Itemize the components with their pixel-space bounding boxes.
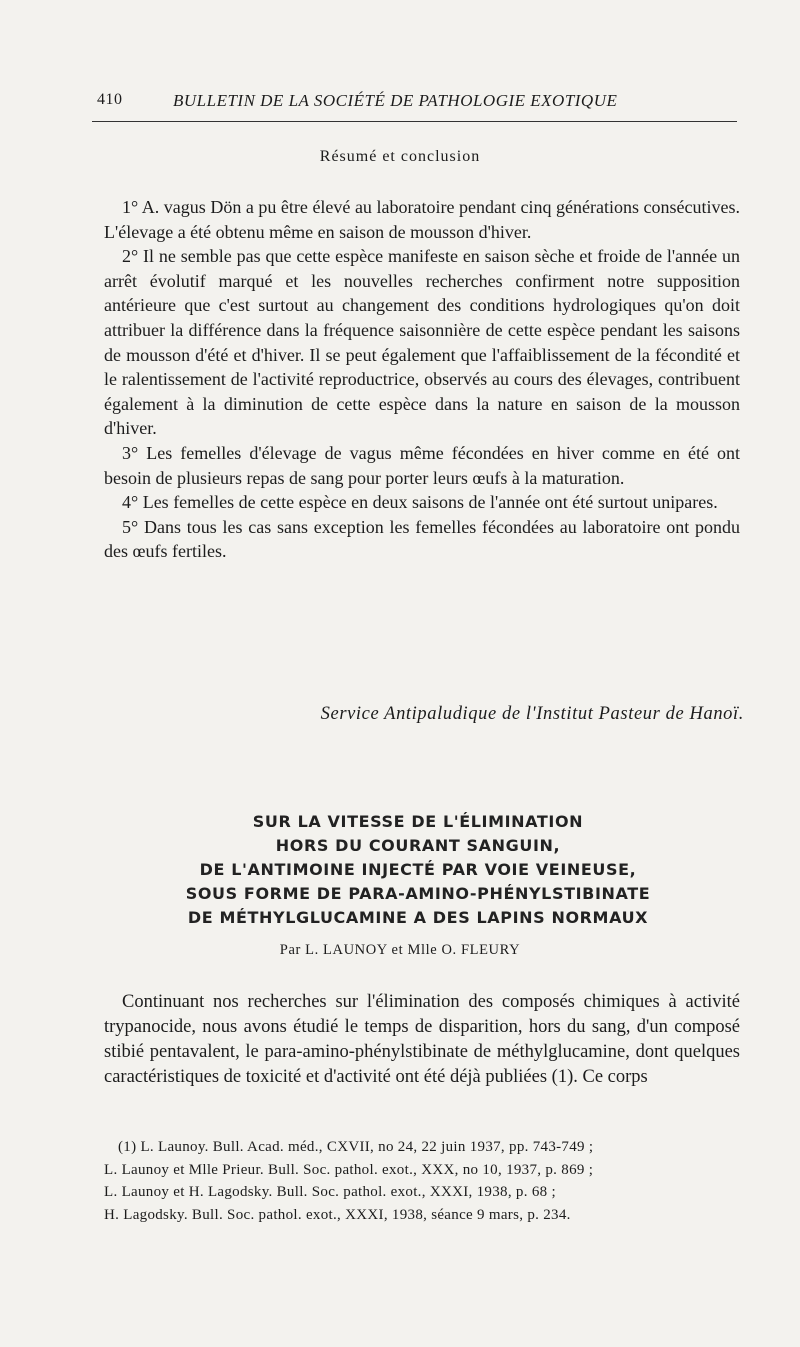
article-title-line-1: SUR LA VITESSE DE L'ÉLIMINATION: [252, 812, 584, 831]
section-heading: Résumé et conclusion: [319, 148, 481, 165]
running-header: [97, 89, 737, 115]
article-title: [100, 810, 736, 930]
article-title-line-5: DE MÉTHYLGLUCAMINE A DES LAPINS NORMAUX: [187, 908, 649, 927]
header-rule: [92, 121, 737, 122]
summary-paragraph-2: 2° Il ne semble pas que cette espèce manifeste en saison sèche et froide de l'année un arrêt évolutif marqué et les nouvelles recherches confirment notre supposition antérieure que c'est surtout au changement des conditions hydrologiques qu'on doit attribuer la différence dans la fréquence saisonnière de cette espèce pendant les saisons de mousson d'été et d'hiver. Il se peut également que l'affaiblissement de la fécondité et le ralentissement de l'activité reproductrice, observés au cours des élevages, contribuent également à la diminution de cette espèce dans la nature en saison de la mousson d'hiver.: [104, 246, 740, 439]
institution-attribution: Service Antipaludique de l'Institut Pasteur de Hanoï.: [320, 704, 744, 724]
footnote-line-4: H. Lagodsky. Bull. Soc. pathol. exot., XXXI, 1938, séance 9 mars, p. 234.: [104, 1206, 571, 1223]
summary-paragraph-1: 1° A. vagus Dön a pu être élevé au laboratoire pendant cinq générations consécutives. L'élevage a été obtenu même en saison de mousson d'hiver.: [104, 197, 740, 242]
summary-paragraphs: [104, 195, 740, 564]
article-body: [104, 990, 740, 1090]
article-title-line-2: HORS DU COURANT SANGUIN,: [275, 836, 561, 855]
footnote: [104, 1136, 740, 1226]
article-paragraph: Continuant nos recherches sur l'élimination des composés chimiques à activité trypanocide, nous avons étudié le temps de disparition, hors du sang, d'un composé stibié pentavalent, le para-amino-phénylstibinate de méthylglucamine, dont quelques caractéristiques de toxicité et d'activité ont été déjà publiées (1). Ce corps: [104, 992, 740, 1087]
article-title-line-3: DE L'ANTIMOINE INJECTÉ PAR VOIE VEINEUSE,: [199, 860, 637, 879]
article-authors: Par L. LAUNOY et Mlle O. FLEURY: [279, 942, 521, 958]
page-number: 410: [97, 91, 123, 108]
footnote-line-3: L. Launoy et H. Lagodsky. Bull. Soc. pathol. exot., XXXI, 1938, p. 68 ;: [104, 1184, 556, 1200]
footnote-line-2: L. Launoy et Mlle Prieur. Bull. Soc. pathol. exot., XXX, no 10, 1937, p. 869 ;: [104, 1161, 594, 1178]
summary-paragraph-4: 4° Les femelles de cette espèce en deux saisons de l'année ont été surtout unipares.: [122, 492, 718, 513]
footnote-line-1: (1) L. Launoy. Bull. Acad. méd., CXVII, no 24, 22 juin 1937, pp. 743-749 ;: [118, 1139, 594, 1155]
summary-paragraph-3: 3° Les femelles d'élevage de vagus même fécondées en hiver comme en été ont besoin de plusieurs repas de sang pour porter leurs œufs à la maturation.: [104, 442, 740, 488]
article-title-line-4: SOUS FORME DE PARA-AMINO-PHÉNYLSTIBINATE: [185, 884, 651, 903]
running-title: BULLETIN DE LA SOCIÉTÉ DE PATHOLOGIE EXOTIQUE: [173, 91, 618, 110]
summary-paragraph-5: 5° Dans tous les cas sans exception les femelles fécondées au laboratoire ont pondu des œufs fertiles.: [104, 516, 740, 562]
